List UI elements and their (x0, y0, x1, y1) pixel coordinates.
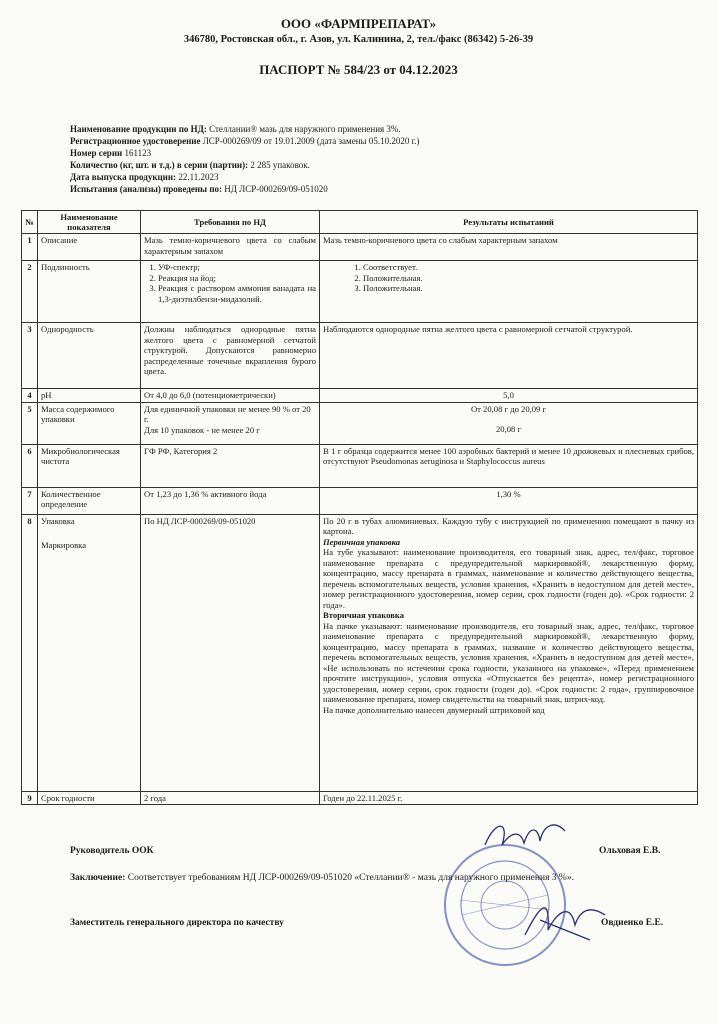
row-res: 1,30 % (320, 487, 698, 514)
primary-packaging-text: На тубе указывают: наименование производителя, его товарный знак, адрес, тел/факс, торговое наименование препарата с предупредительной маркировкой®, лекарственную форму, концентрацию, массу препарата в граммах, наименование и количество действующего вещества, перечень вспомогательных веществ, условия хранения, «Хранить в недоступном для детей месте», номер регистрационного удостоверения, номер серии, срок годности (годен до). «Срок годности: 2 года». (323, 547, 694, 610)
head-title: Руководитель ООК (70, 846, 154, 856)
secondary-packaging-text: На пачке указывают: наименование производителя, его товарный знак, адрес, тел/факс, торговое наименование препарата с предупредительной маркировкой®, лекарственную форму, концентрацию, массу препарата в граммах, название и количество действующего вещества, перечень вспомогательных веществ, условия хранения, «Хранить в недоступном для детей месте», «Не использовать по истечении срока годности, указанного на упаковке», «Перед применением прочтите инструкцию», условия отпуска «Отпускается без рецепта», номер регистрационного удостоверения, номер серии, срок годности (годен до). «Срок годности: 2 года», группировочное наименование препарата, номер свидетельства на товарный знак, штрих-код. (323, 620, 694, 704)
req-ten: Для 10 упаковок - не менее 20 г (144, 424, 260, 435)
secondary-packaging-title: Вторичная упаковка (323, 610, 404, 620)
row-num: 3 (22, 323, 38, 389)
row-num: 9 (22, 791, 38, 805)
row-num: 7 (22, 487, 38, 514)
barcode-note: На пачке дополнительно нанесен двумерный штриховой код (323, 704, 545, 715)
primary-packaging-title: Первичная упаковка (323, 536, 401, 547)
table-row (22, 389, 698, 403)
results-table (21, 210, 698, 805)
row-req: ГФ РФ, Категория 2 (141, 444, 320, 487)
row-req: Должны наблюдаться однородные пятна желтого цвета с равномерной сетчатой структурой. Допускаются равномерно распределенные точечные вкрапления бурого цвета. (141, 323, 320, 389)
meta-product: Наименование продукции по НД: Стеллании® мазь для наружного применения 3%. (70, 124, 401, 134)
row-res: В 1 г образца содержится менее 100 аэробных бактерий и менее 10 дрожжевых и плесневых грибов, отсутствуют Pseudomonas aeruginosa и Staphylococcus aureus (320, 444, 698, 487)
table-header-row (22, 211, 698, 234)
header-name: Наименование показателя (38, 211, 141, 234)
packaging-intro: По 20 г в тубах алюминиевых. Каждую тубу с инструкцией по применению помещают в пачку из картона. (323, 515, 694, 536)
header-num: № (22, 211, 38, 234)
table-row (22, 402, 698, 444)
row-req: От 1,23 до 1,36 % активного йода (141, 487, 320, 514)
row-res: Мазь темно-коричневого цвета со слабым характерным запахом (320, 234, 698, 261)
row-req (141, 261, 320, 323)
row-res: Годен до 22.11.2025 г. (320, 791, 698, 805)
row-req (141, 402, 320, 444)
table-row (22, 261, 698, 323)
table-row (22, 444, 698, 487)
row-name: Микробиологическая чистота (38, 444, 141, 487)
row-name: Однородность (38, 323, 141, 389)
row-res (320, 514, 698, 791)
row-req: По НД ЛСР-000269/09-051020 (141, 514, 320, 791)
row-name: Подлинность (38, 261, 141, 323)
table-row (22, 234, 698, 261)
res-item: 2. Положительная. (363, 273, 694, 284)
row-res: Наблюдаются однородные пятна желтого цвета с равномерной сетчатой структурой. (320, 323, 698, 389)
signature-deputy-icon (520, 895, 610, 945)
req-item: 2. Реакция на йод; (158, 273, 316, 284)
row-num: 5 (22, 402, 38, 444)
meta-release-date: Дата выпуска продукции: 22.11.2023 (70, 172, 219, 182)
row-num: 6 (22, 444, 38, 487)
meta-tests: Испытания (анализы) проведены по: НД ЛСР-000269/09-051020 (70, 184, 328, 194)
row-name: pH (38, 389, 141, 403)
deputy-title: Заместитель генерального директора по качеству (70, 918, 284, 928)
table-row (22, 487, 698, 514)
signature-head-icon (480, 815, 570, 860)
meta-registration: Регистрационное удостоверение ЛСР-000269/09 от 19.01.2009 (дата замены 05.10.2020 г.) (70, 136, 420, 146)
row-name: Срок годности (38, 791, 141, 805)
row-num: 8 (22, 514, 38, 791)
row-name: Масса содержимого упаковки (38, 402, 141, 444)
header-results: Результаты испытаний (320, 211, 698, 234)
passport-title: ПАСПОРТ № 584/23 от 04.12.2023 (259, 62, 458, 77)
head-name: Ольховая Е.В. (599, 846, 661, 856)
res-item: 3. Положительная. (363, 283, 694, 294)
req-item: 3. Реакция с раствором аммония ванадата на 1,3-диэтилбензи-мидазолий. (158, 283, 316, 304)
row-name: Количественное определение (38, 487, 141, 514)
req-item: 1. УФ-спектр; (158, 262, 316, 273)
company-address: 346780, Ростовская обл., г. Азов, ул. Калинина, 2, тел./факс (86342) 5-26-39 (183, 34, 534, 45)
row-res: 5,0 (320, 389, 698, 403)
row-num: 2 (22, 261, 38, 323)
company-name: ООО «ФАРМПРЕПАРАТ» (280, 16, 437, 31)
req-single: Для единичной упаковки не менее 90 % от 20 г. (144, 403, 311, 424)
name-marking: Маркировка (41, 540, 87, 550)
row-name: Описание (38, 234, 141, 261)
header-requirements: Требования по НД (141, 211, 320, 234)
row-num: 4 (22, 389, 38, 403)
meta-quantity: Количество (кг, шт. и т.д.) в серии (партии): 2 285 упаковок. (70, 160, 310, 170)
deputy-name: Овдиенко Е.Е. (601, 918, 664, 928)
row-res (320, 261, 698, 323)
name-packaging: Упаковка (41, 515, 75, 526)
row-req: 2 года (141, 791, 320, 805)
res-ten: 20,08 г (495, 424, 521, 434)
row-res (320, 402, 698, 444)
row-req: Мазь темно-коричневого цвета со слабым характерным запахом (141, 234, 320, 261)
row-name (38, 514, 141, 791)
meta-series: Номер серии 161123 (70, 148, 152, 158)
table-row (22, 514, 698, 791)
table-row (22, 791, 698, 805)
row-num: 1 (22, 234, 38, 261)
table-row (22, 323, 698, 389)
res-single: От 20,08 г до 20,09 г (470, 403, 547, 414)
conclusion: Заключение: Соответствует требованиям НД ЛСР-000269/09-051020 «Стеллании® - мазь для наружного применения 3 %». (70, 873, 574, 883)
res-item: 1. Соответствует. (363, 262, 694, 273)
row-req: От 4,0 до 6,0 (потенциометрически) (141, 389, 320, 403)
